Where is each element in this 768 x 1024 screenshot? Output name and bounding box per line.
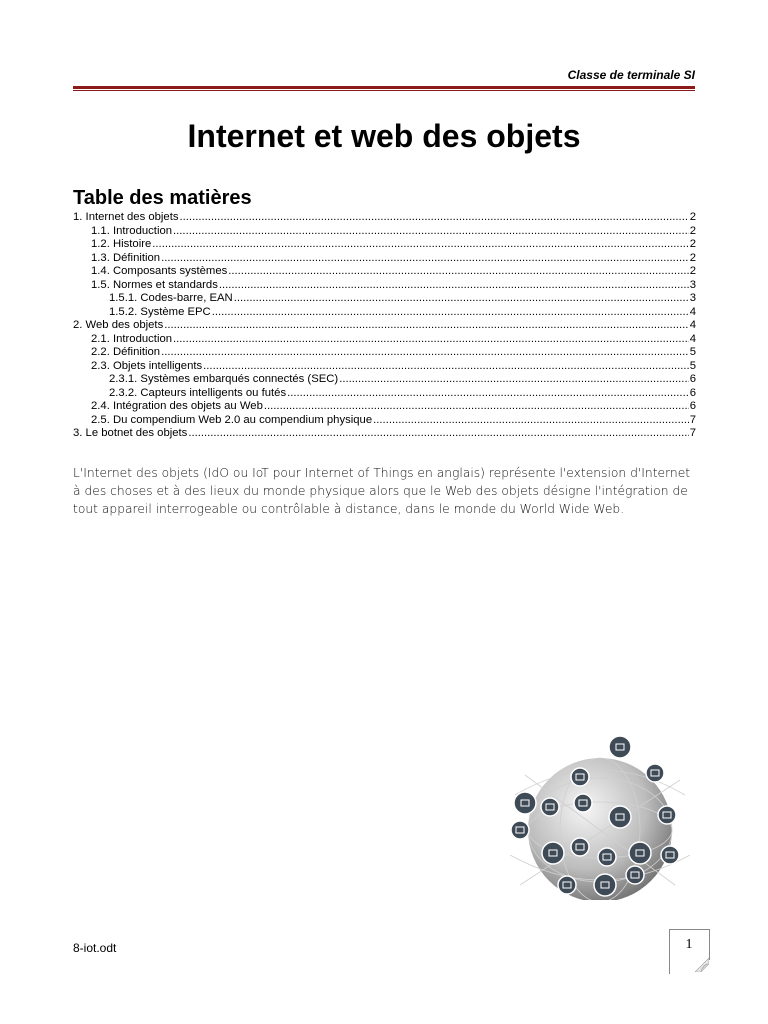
- phone-icon: [661, 846, 679, 864]
- car-icon: [574, 794, 592, 812]
- laptop-icon: [541, 798, 559, 816]
- toc-entry-page: 5: [689, 359, 696, 372]
- intro-paragraph: L'Internet des objets (IdO ou IoT pour Internet of Things en anglais) représente l'extension d'Internet à des choses et à des lieux du monde physique alors que le Web des objets désigne l'intégration de tout appareil interrogeable ou contrôlable à distance, dans le monde du World Wide Web.: [73, 466, 691, 516]
- toc-entry-page: 3: [689, 278, 696, 291]
- document-header: Classe de terminale SI: [567, 68, 695, 82]
- toc-entry[interactable]: [73, 373, 696, 387]
- toc-leader-dots: [264, 400, 689, 414]
- toc-leader-dots: [287, 387, 689, 401]
- toc-leader-dots: [180, 211, 689, 225]
- toc-entry[interactable]: [73, 225, 696, 239]
- truck-icon: [511, 821, 529, 839]
- tablet-icon: [594, 874, 616, 896]
- header-rule: [73, 86, 695, 89]
- toc-entry-label: 1.5.1. Codes-barre, EAN: [109, 292, 233, 304]
- toc-entry[interactable]: [73, 279, 696, 293]
- toc-entry[interactable]: [73, 346, 696, 360]
- toc-entry-label: 1.5. Normes et standards: [91, 278, 218, 291]
- toc-entry-label: 1.2. Histoire: [91, 238, 152, 250]
- toc-entry-label: 1.4. Composants systèmes: [91, 265, 228, 277]
- toc-entry-page: 3: [689, 292, 696, 304]
- toc-leader-dots: [188, 427, 688, 441]
- toc-entry-page: 6: [689, 373, 696, 385]
- toc-entry-page: 4: [689, 305, 696, 318]
- toc-entry[interactable]: [73, 400, 696, 414]
- toc-leader-dots: [173, 225, 689, 239]
- toc-entry-label: 3. Le botnet des objets: [73, 427, 188, 439]
- toc-entry-page: 6: [689, 400, 696, 412]
- toc-leader-dots: [164, 319, 688, 333]
- toc-entry-page: 7: [689, 427, 696, 439]
- toc-entry-label: 1.5.2. Système EPC: [109, 305, 211, 318]
- toc-entry-label: 2.2. Définition: [91, 346, 161, 358]
- toc-entry-label: 2.3.1. Systèmes embarqués connectés (SEC): [109, 373, 339, 385]
- toc-entry[interactable]: [73, 414, 696, 428]
- toc-leader-dots: [228, 265, 688, 279]
- server-icon: [558, 876, 576, 894]
- toc-leader-dots: [152, 238, 688, 252]
- toc-leader-dots: [373, 414, 689, 428]
- toc-entry-page: 5: [689, 346, 696, 358]
- table-of-contents: [73, 211, 696, 441]
- toc-leader-dots: [339, 373, 689, 387]
- toc-entry[interactable]: [73, 252, 696, 266]
- footer-filename: 8-iot.odt: [73, 941, 117, 955]
- toc-entry[interactable]: [73, 292, 696, 306]
- toc-entry[interactable]: [73, 265, 696, 279]
- tablet-icon: [514, 792, 536, 814]
- server-icon: [646, 764, 664, 782]
- cloud-icon: [609, 736, 631, 758]
- cloud-icon: [629, 842, 651, 864]
- toc-entry[interactable]: [73, 360, 696, 374]
- toc-entry-page: 2: [689, 251, 696, 264]
- iot-globe-illustration: [495, 735, 695, 900]
- toc-entry-label: 2.3.2. Capteurs intelligents ou futés: [109, 386, 287, 399]
- page-curl-icon: [695, 958, 709, 972]
- toc-entry-page: 2: [689, 224, 696, 237]
- gauge-icon: [598, 848, 616, 866]
- toc-entry-label: 1.3. Définition: [91, 251, 161, 264]
- toc-entry-label: 2.1. Introduction: [91, 332, 173, 345]
- toc-entry-page: 4: [689, 319, 696, 331]
- satellite-icon: [658, 806, 676, 824]
- toc-entry-label: 1. Internet des objets: [73, 211, 179, 223]
- document-title: Internet et web des objets: [187, 118, 581, 154]
- toc-leader-dots: [203, 360, 689, 374]
- page-number: 1: [685, 937, 693, 952]
- toc-entry-label: 2. Web des objets: [73, 319, 164, 331]
- toc-entry[interactable]: [73, 306, 696, 320]
- phone-icon: [571, 768, 589, 786]
- toc-entry-page: 2: [689, 211, 696, 223]
- toc-leader-dots: [173, 333, 689, 347]
- toc-leader-dots: [234, 292, 689, 306]
- toc-entry[interactable]: [73, 427, 696, 441]
- toc-entry-page: 7: [689, 413, 696, 426]
- toc-entry-label: 2.5. Du compendium Web 2.0 au compendium physique: [91, 413, 373, 426]
- toc-entry-page: 2: [689, 265, 696, 277]
- toc-leader-dots: [161, 252, 689, 266]
- toc-entry[interactable]: [73, 333, 696, 347]
- toc-leader-dots: [212, 306, 689, 320]
- toc-heading: Table des matières: [73, 187, 252, 209]
- robot-arm-icon: [609, 806, 631, 828]
- toc-entry-page: 2: [689, 238, 696, 250]
- toc-entry-label: 2.3. Objets intelligents: [91, 359, 203, 372]
- toc-entry[interactable]: [73, 238, 696, 252]
- toc-entry-page: 6: [689, 386, 696, 399]
- toc-leader-dots: [219, 279, 689, 293]
- laptop-icon: [626, 866, 644, 884]
- people-icon: [542, 842, 564, 864]
- factory-icon: [571, 838, 589, 856]
- header-rule-thin: [73, 90, 695, 91]
- toc-entry-page: 4: [689, 332, 696, 345]
- toc-entry[interactable]: [73, 387, 696, 401]
- toc-entry-label: 1.1. Introduction: [91, 224, 173, 237]
- toc-entry[interactable]: [73, 211, 696, 225]
- toc-entry-label: 2.4. Intégration des objets au Web: [91, 400, 263, 412]
- toc-leader-dots: [161, 346, 689, 360]
- toc-entry[interactable]: [73, 319, 696, 333]
